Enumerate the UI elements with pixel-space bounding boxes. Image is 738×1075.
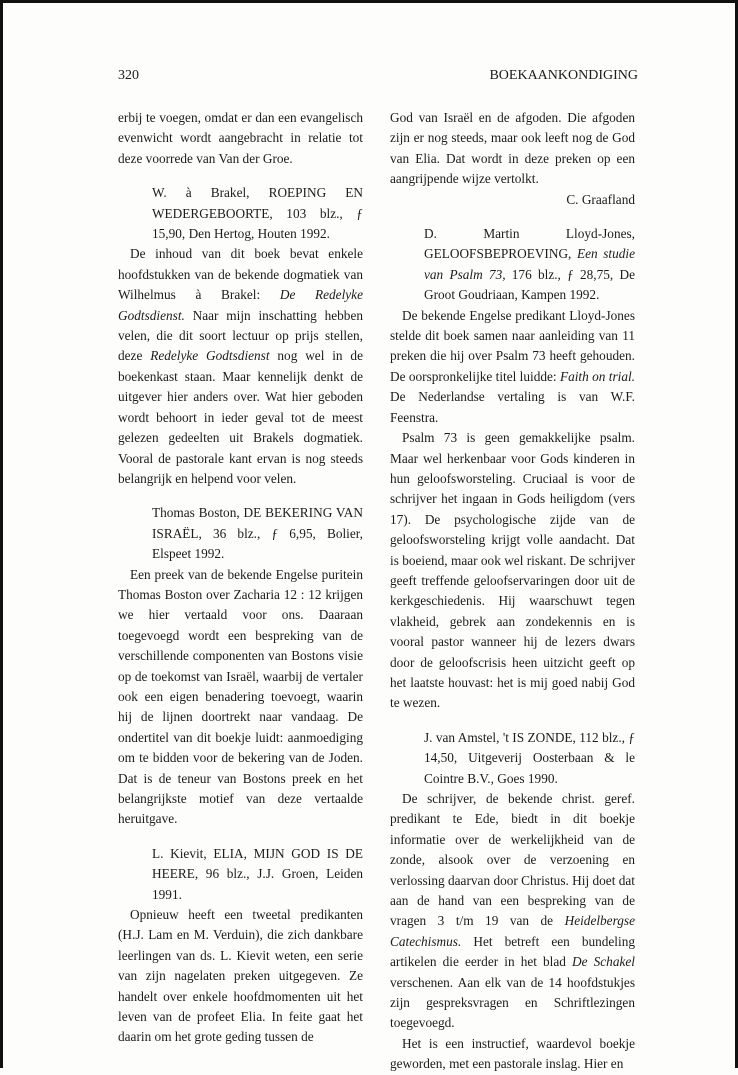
book-title: De Schakel xyxy=(572,954,635,970)
book-entry-van-amstel: J. van Amstel, 't IS ZONDE, 112 blz., ƒ 14,50, Uitgeverij Oosterbaan & le Cointre B.V., Goes 1990. xyxy=(424,729,635,786)
book-title: Redelyke Godtsdienst xyxy=(150,348,270,364)
page-number: 320 xyxy=(118,68,139,83)
text: Het betreft een bundeling artikelen die eerder in het blad xyxy=(390,933,635,970)
paragraph xyxy=(390,306,635,428)
text: De Nederlandse vertaling is van W.F. Feenstra. xyxy=(390,389,635,425)
paragraph: God van Israël en de afgoden. Die afgoden zijn er nog steeds, maar ook leeft nog de God van Elia. Dat wordt in deze preken op een aangrijpende wijze vertolkt. xyxy=(390,110,635,187)
book-entry-lloyd-jones xyxy=(390,224,635,306)
text: De inhoud van dit boek bevat enkele hoofdstukken van de bekende dogmatiek van Wilhelmus à Brakel: xyxy=(118,246,363,303)
book-title: Faith on trial. xyxy=(559,368,635,384)
paragraph: erbij te voegen, omdat er dan een evangelisch evenwicht wordt aangebracht in relatie tot deze voorrede van Van der Groe. xyxy=(118,110,363,166)
section-title: BOEKAANKONDIGING xyxy=(489,68,638,83)
text: De bekende Engelse predikant Lloyd-Jones stelde dit boek samen naar aanleiding van 11 preken die hij over Psalm 73 heeft gehouden. De oorspronkelijke titel luidde: xyxy=(390,307,635,384)
paragraph: Een preek van de bekende Engelse puritein Thomas Boston over Zacharia 12 : 12 krijgen we hier vertaald voor ons. Daaraan toegevoegd wordt een bespreking van de verschillende componenten van Bostons visie op de toekomst van Israël, waarbij de vertaler ook een eigen benadering toevoegt, waarin hij de lijnen doortrekt naar vandaag. De ondertitel van dit boekje luidt: aanmoediging om te bidden voor de bekering van de Joden. Dat is de teneur van Bostons preek en het belangrijkste motief van deze vertaalde heruitgave. xyxy=(118,566,363,827)
text: D. Martin Lloyd-Jones, GELOOFSBEPROEVING, xyxy=(424,226,635,262)
left-column xyxy=(118,108,363,1048)
paragraph: Psalm 73 is geen gemakkelijke psalm. Maar wel herkenbaar voor Gods kinderen in hun geloofsworsteling. Cruciaal is voor de schrijver het ingaan in Gods heiligdom (vers 17). De psychologische zijde van de geloofsworsteling krijgt volle aandacht. Dat is boeiend, maar ook wel riskant. De schrijver geeft treffende geloofservaringen door uit de kerkgeschiedenis. Hij waarschuwt tegen vlakheid, gebrek aan zondekennis en is vooral pastor wanneer hij de lezers dwars door de geloofscrisis heen uitzicht geeft op het laatste houvast: het is mij goed nabij God te wezen. xyxy=(390,430,635,711)
text: verschenen. Aan elk van de 14 hoofdstukjes zijn gespreksvragen en Schriftlezingen toegevoegd. xyxy=(390,974,635,1031)
paragraph: Het is een instructief, waardevol boekje geworden, met een pastorale inslag. Hier en xyxy=(390,1035,635,1072)
book-entry-boston: Thomas Boston, DE BEKERING VAN ISRAËL, 36 blz., ƒ 6,95, Bolier, Elspeet 1992. xyxy=(152,505,363,562)
paragraph xyxy=(390,789,635,1034)
book-title: Heidelbergse Catechismus. xyxy=(390,913,635,949)
reviewer-signature: C. Graafland xyxy=(566,191,635,207)
book-entry-brakel: W. à Brakel, ROEPING EN WEDERGEBOORTE, 103 blz., ƒ 15,90, Den Hertog, Houten 1992. xyxy=(152,185,363,242)
right-column xyxy=(390,108,635,1075)
page-header xyxy=(118,68,638,84)
page-border-top xyxy=(0,0,738,3)
paragraph xyxy=(118,244,363,489)
page-border-left xyxy=(0,0,3,1068)
book-entry-kievit: L. Kievit, ELIA, MIJN GOD IS DE HEERE, 96 blz., J.J. Groen, Leiden 1991. xyxy=(152,845,363,902)
text: nog wel in de boekenkast staan. Maar kennelijk denkt de uitgever hier anders over. Wat hier geboden wordt behoort in ieder geval tot de meest gelezen gedeelten uit Brakels dogmatiek. Vooral de pastorale kant ervan is nog steeds belangrijk en helpend voor velen. xyxy=(118,348,363,486)
paragraph: Opnieuw heeft een tweetal predikanten (H.J. Lam en M. Verduin), die zich dankbare leerlingen van ds. L. Kievit weten, een serie van zijn nagelaten preken uitgegeven. Ze handelt over enkele hoofdmomenten uit het leven van de profeet Elia. In feite gaat het daarin om het grote geding tussen de xyxy=(118,907,363,1045)
text: Naar mijn inschatting hebben velen, die dit soort lectuur op prijs stellen, deze xyxy=(118,307,363,364)
text: 176 blz., ƒ 28,75, De Groot Goudriaan, Kampen 1992. xyxy=(424,266,635,303)
book-title: De Redelyke Godtsdienst. xyxy=(118,287,363,323)
text: De schrijver, de bekende christ. geref. predikant te Ede, biedt in dit boekje informatie over de werkelijkheid van de zonde, alsook over de verzoening en verlossing daarvan door Christus. Hij doet dat aan de hand van een bespreking van de vragen 3 t/m 19 van de xyxy=(390,791,635,929)
book-subtitle: Een studie van Psalm 73, xyxy=(424,246,635,282)
